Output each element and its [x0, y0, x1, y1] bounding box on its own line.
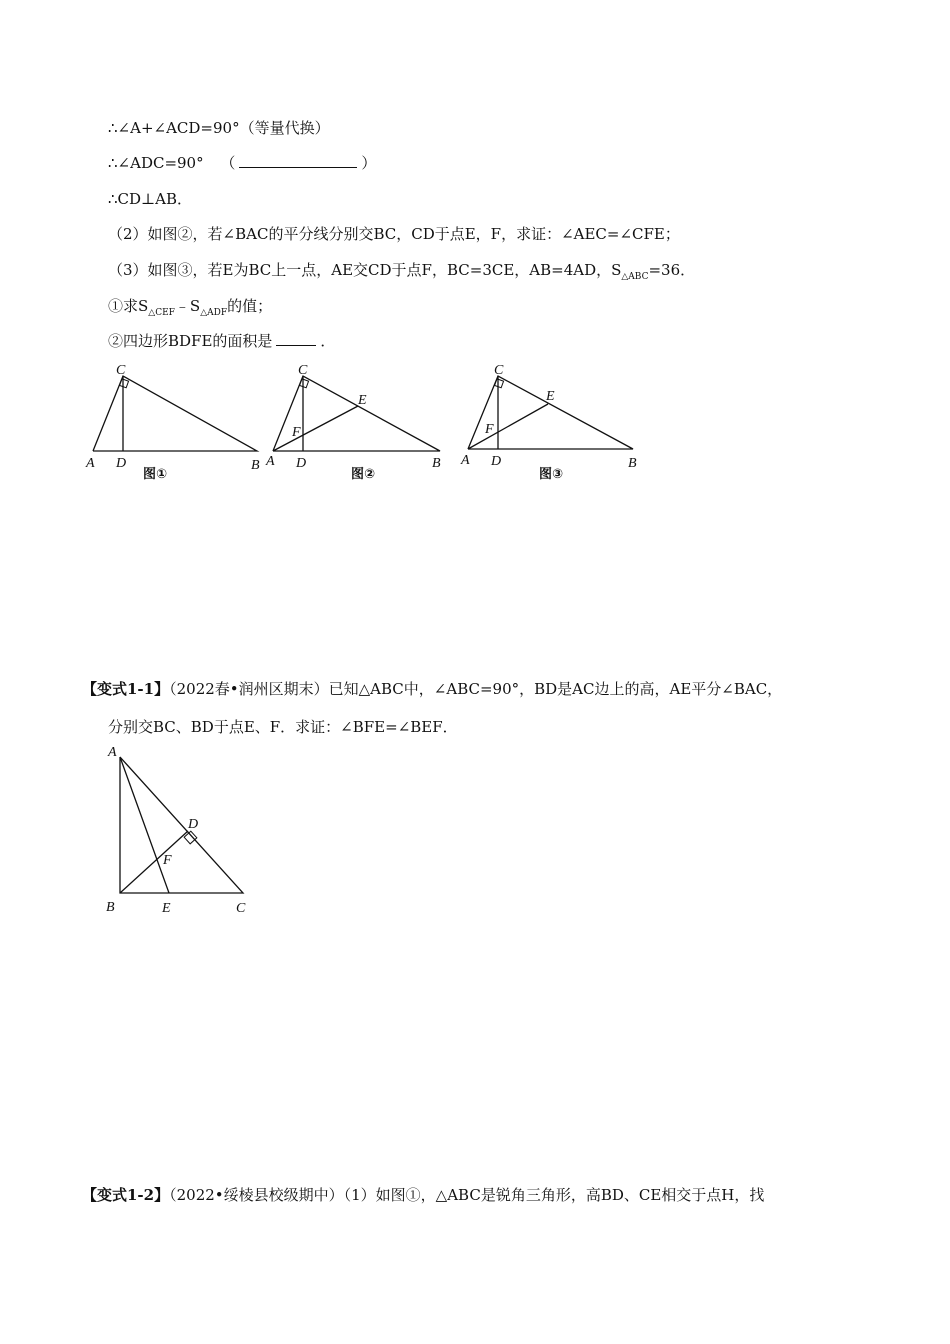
- label-A: A: [461, 453, 470, 468]
- sub-question-2: ②四边形BDFE的面积是 ．: [108, 332, 336, 350]
- part-2-question: （2）如图②，若∠BAC的平分线分别交BC，CD于点E，F，求证：∠AEC=∠CFE；: [108, 225, 680, 243]
- part-3-question: （3）如图③，若E为BC上一点，AE交CD于点F，BC=3CE，AB=4AD，$S_{\triangle ABC}=36$．: [108, 261, 696, 282]
- area-answer-blank[interactable]: [276, 331, 316, 346]
- label-E: E: [358, 393, 367, 408]
- label-E: E: [162, 901, 171, 915]
- variant-tag: 【变式1-1】: [82, 680, 170, 698]
- proof-step-2: ∴∠ADC=90° （ ）: [108, 154, 377, 172]
- label-B: B: [251, 458, 260, 473]
- variant-tag: 【变式1-2】: [82, 1186, 170, 1204]
- label-D: D: [188, 817, 199, 832]
- label-B: B: [628, 456, 637, 471]
- label-C: C: [298, 363, 308, 378]
- label-A: A: [86, 456, 95, 471]
- variant-1-1-line-1: 【变式1-1】（2022春•润州区期末）已知△ABC中，∠ABC=90°，BD是AC边上的高，AE平分∠BAC，: [82, 680, 783, 698]
- label-B: B: [432, 456, 441, 471]
- label-F: F: [163, 853, 172, 868]
- variant-1-1-figure: [100, 740, 260, 915]
- figure-1-caption: 图①: [143, 467, 168, 482]
- label-F: F: [485, 422, 494, 437]
- figure-2: [265, 360, 455, 490]
- label-C: C: [236, 901, 246, 915]
- label-F: F: [292, 425, 301, 440]
- label-E: E: [546, 389, 555, 404]
- label-B: B: [106, 900, 115, 915]
- figure-1: [85, 360, 270, 490]
- answer-blank[interactable]: [239, 153, 357, 168]
- label-A: A: [108, 745, 117, 760]
- label-A: A: [266, 454, 275, 469]
- label-D: D: [116, 456, 127, 471]
- figure-2-caption: 图②: [351, 467, 376, 482]
- label-C: C: [494, 363, 504, 378]
- label-C: C: [116, 363, 126, 378]
- label-D: D: [296, 456, 307, 471]
- figure-3-caption: 图③: [539, 467, 564, 482]
- proof-step-1: ∴∠A+∠ACD=90°（等量代换）: [108, 119, 330, 137]
- variant-1-2-line-1: 【变式1-2】（2022•绥棱县校级期中）（1）如图①，△ABC是锐角三角形，高BD、CE相交于点H，找: [82, 1186, 765, 1204]
- sub-question-1: ①求$S_{\triangle CEF}﹣S_{\triangle ADF}$的值；: [108, 297, 273, 318]
- variant-1-1-line-2: 分别交BC、BD于点E、F．求证：∠BFE=∠BEF．: [108, 718, 458, 736]
- label-D: D: [491, 454, 502, 469]
- proof-step-3: ∴CD⊥AB．: [108, 190, 193, 208]
- figure-3: [460, 360, 650, 490]
